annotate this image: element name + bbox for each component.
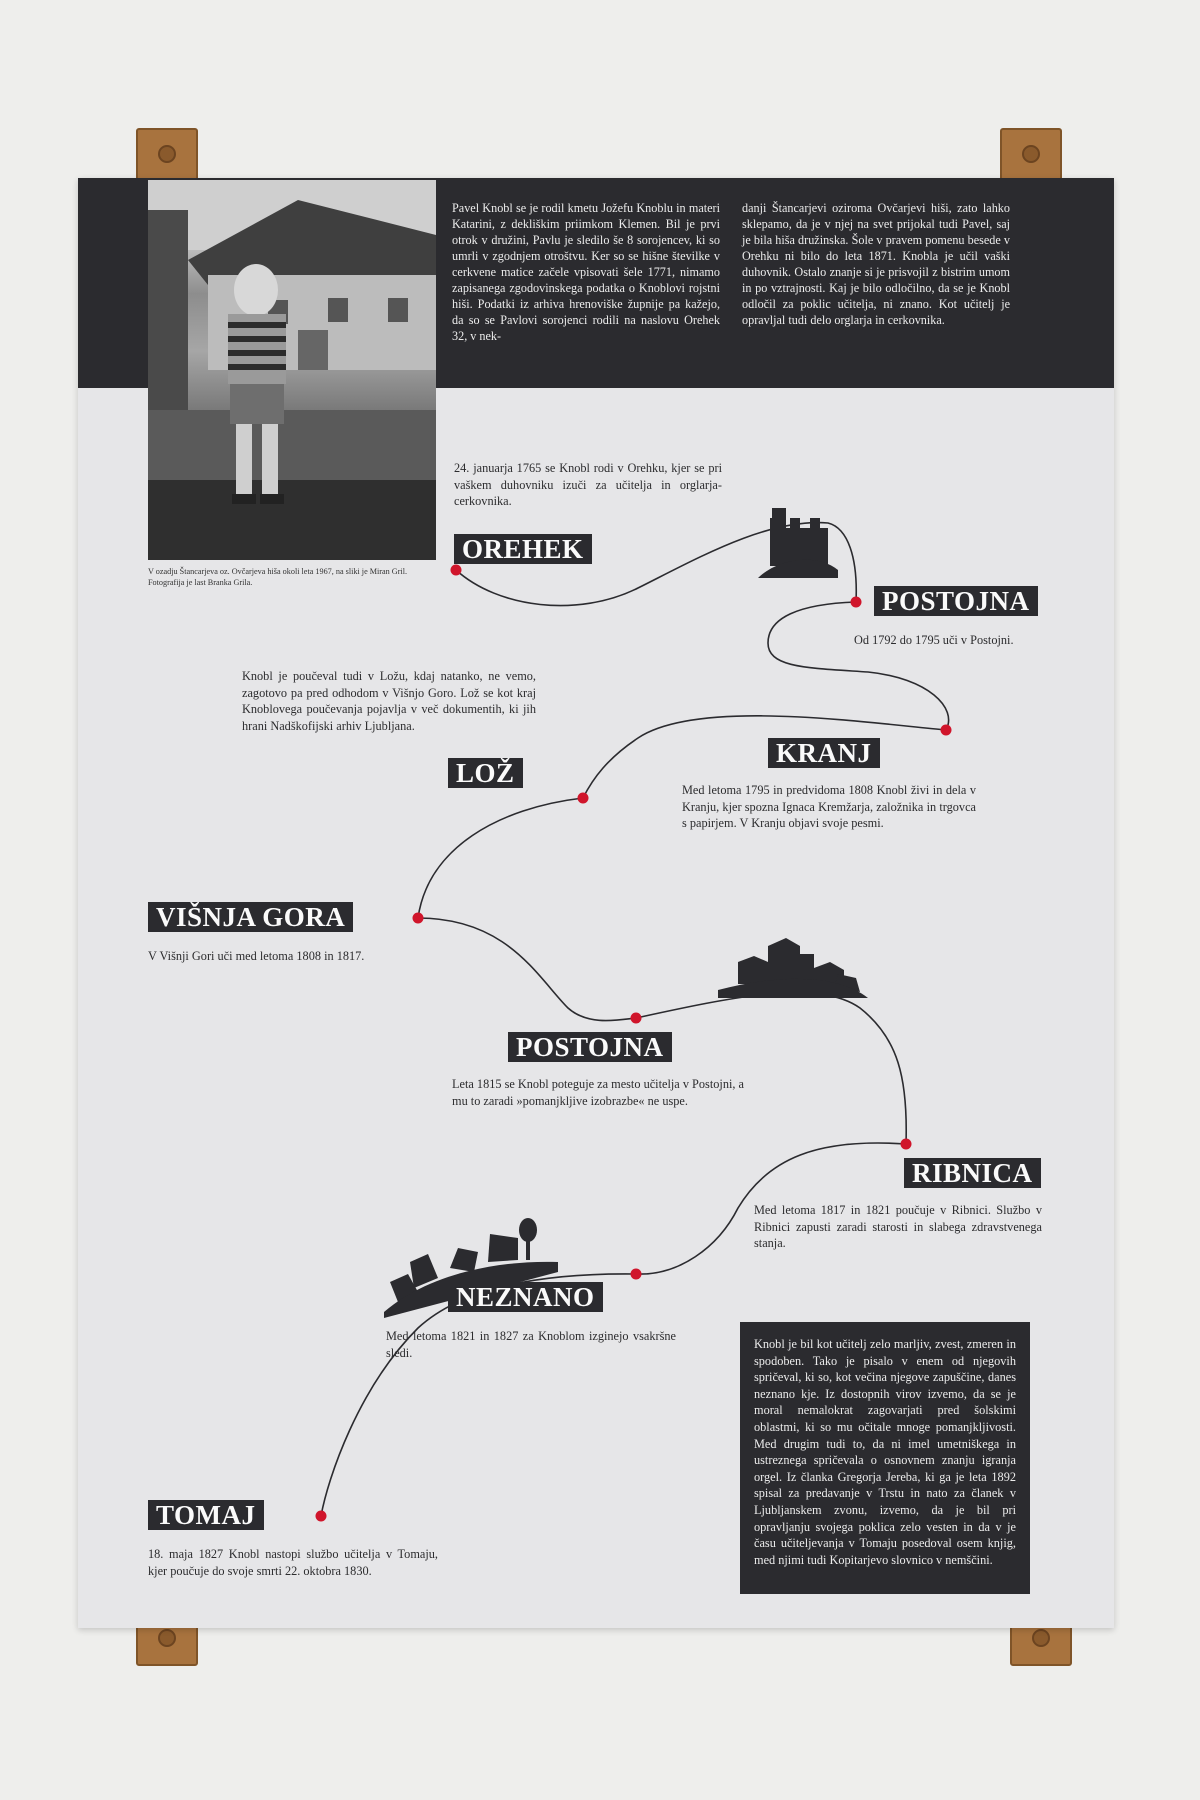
- label-ribnica: RIBNICA: [904, 1158, 1041, 1188]
- text-kranj: Med letoma 1795 in predvidoma 1808 Knobl živi in dela v Kranju, kjer spozna Ignaca Kremžarja, založnika in trgovca s papirjem. V Kranju objavi svoje pesmi.: [682, 783, 976, 830]
- station-dot-tomaj: [316, 1511, 327, 1522]
- closing-text: Knobl je bil kot učitelj zelo marljiv, zvest, zmeren in spodoben. Tako je pisalo v enem od njegovih spričeval, ki so, kot večina njegove zapuščine, danes neznano kje. Iz dostopnih virov izvemo, da se je moral nemalokrat zagovarjati pred šolskimi oblastmi, ki so mu očitale mnoge pomanjkljivosti. Med drugim tudi to, da ni imel umetniškega in ustreznega spričevala o osnovnem znanju igranja orgel. Iz članka Gregorja Jereba, ki ga je leta 1892 spisal za predavanje v Trstu in nato za članek v Ljubljanskem zvonu, izvemo, da je bil pri opravljanju svojega poklica zelo vesten in da v je času učiteljevanja v Tomaju posedoval osem knjig, med njimi tudi Kopitarjevo slovnico v nemščini.: [754, 1337, 1016, 1567]
- label-postojna-2: POSTOJNA: [508, 1032, 672, 1062]
- station-dot-postojna-1: [851, 597, 862, 608]
- intro-text-right: danji Štancarjevi oziroma Ovčarjevi hiši, zato lahko sklepamo, da je v njej na svet prijokal tudi Pavel, saj je bila hiša družinska. Šole v pravem pomenu besede v Orehku ni bilo do leta 1871. Knobla je učil vaški duhovnik. Ostalo znanje si je prisvojil z bistrim umom in po vztrajnosti. Kaj je bilo odločilno, da se je Knobl odločil za poklic učitelja, ni znano. Kot učitelj je opravljal tudi delo orglarja in cerkovnika.: [742, 201, 1010, 327]
- station-dot-loz: [578, 793, 589, 804]
- label-loz: LOŽ: [448, 758, 523, 788]
- label-orehek: OREHEK: [454, 534, 592, 564]
- text-visnja-gora: V Višnji Gori uči med letoma 1808 in 1817.: [148, 949, 365, 963]
- station-dot-ribnica: [901, 1139, 912, 1150]
- station-dot-orehek: [451, 565, 462, 576]
- label-kranj: KRANJ: [768, 738, 880, 768]
- label-neznano: NEZNANO: [448, 1282, 603, 1312]
- text-orehek: 24. januarja 1765 se Knobl rodi v Orehku, kjer se pri vaškem duhovniku izuči za učitelja in orglarja-cerkovnika.: [454, 461, 722, 508]
- photo-caption-line2: Fotografija je last Branka Grila.: [148, 578, 253, 587]
- route-segment-postojna-kranj: [768, 602, 949, 730]
- route-segment-postojna-ribnica: [636, 993, 906, 1144]
- station-dot-neznano: [631, 1269, 642, 1280]
- wood-clip-top-left: [136, 128, 198, 182]
- station-dot-postojna-2: [631, 1013, 642, 1024]
- text-postojna-1: Od 1792 do 1795 uči v Postojni.: [854, 633, 1014, 647]
- intro-text-left: Pavel Knobl se je rodil kmetu Jožefu Knoblu in materi Katarini, z dekliškim priimkom Klemen. Bil je prvi otrok v družini, Pavlu je sledilo še 8 sorojencev, ki so umrli v zgodnjem otroštvu. Ker so se hišne številke v cerkvene matice začele vpisovati šele 1771, nimamo zapisanega zgodovinskega podatka o Knoblovi rojstni hiši. Podatki iz arhiva hrenoviške župnije pa kažejo, da so se Pavlovi sorojenci rodili na naslovu Orehek 32, v nek-: [452, 201, 720, 343]
- town-silhouette-postojna: [718, 938, 868, 998]
- route-segment-visnja-gora-postojna: [418, 918, 636, 1021]
- poster: [78, 178, 1114, 1628]
- text-neznano: Med letoma 1821 in 1827 za Knoblom izginejo vsakršne sledi.: [386, 1329, 676, 1360]
- station-dot-kranj: [941, 725, 952, 736]
- station-dot-visnja-gora: [413, 913, 424, 924]
- label-postojna-1: POSTOJNA: [874, 586, 1038, 616]
- closing-text-box: [740, 1322, 1030, 1594]
- photo-caption-line1: V ozadju Štancarjeva oz. Ovčarjeva hiša okoli leta 1967, na sliki je Miran Gril.: [148, 567, 408, 576]
- text-loz: Knobl je poučeval tudi v Ložu, kdaj natanko, ne vemo, zagotovo pa pred odhodom v Višnjo Goro. Lož se kot kraj Knoblovega poučevanja pojavlja v več dokumentih, ki jih hrani Nadškofijski arhiv Ljubljana.: [242, 669, 536, 733]
- route-segment-loz-visnja-gora: [418, 798, 583, 918]
- text-ribnica: Med letoma 1817 in 1821 poučuje v Ribnici. Službo v Ribnici zapusti zaradi starosti in slabega zdravstvenega stanja.: [754, 1203, 1042, 1250]
- text-postojna-2: Leta 1815 se Knobl poteguje za mesto učitelja v Postojni, a mu to zaradi »pomanjkljive izobrazbe« ne uspe.: [452, 1077, 744, 1108]
- castle-silhouette: [758, 508, 838, 578]
- wood-clip-top-right: [1000, 128, 1062, 182]
- label-tomaj: TOMAJ: [148, 1500, 264, 1530]
- label-visnja-gora: VIŠNJA GORA: [148, 902, 353, 932]
- text-tomaj: 18. maja 1827 Knobl nastopi službo učitelja v Tomaju, kjer poučuje do svoje smrti 22. oktobra 1830.: [148, 1547, 438, 1578]
